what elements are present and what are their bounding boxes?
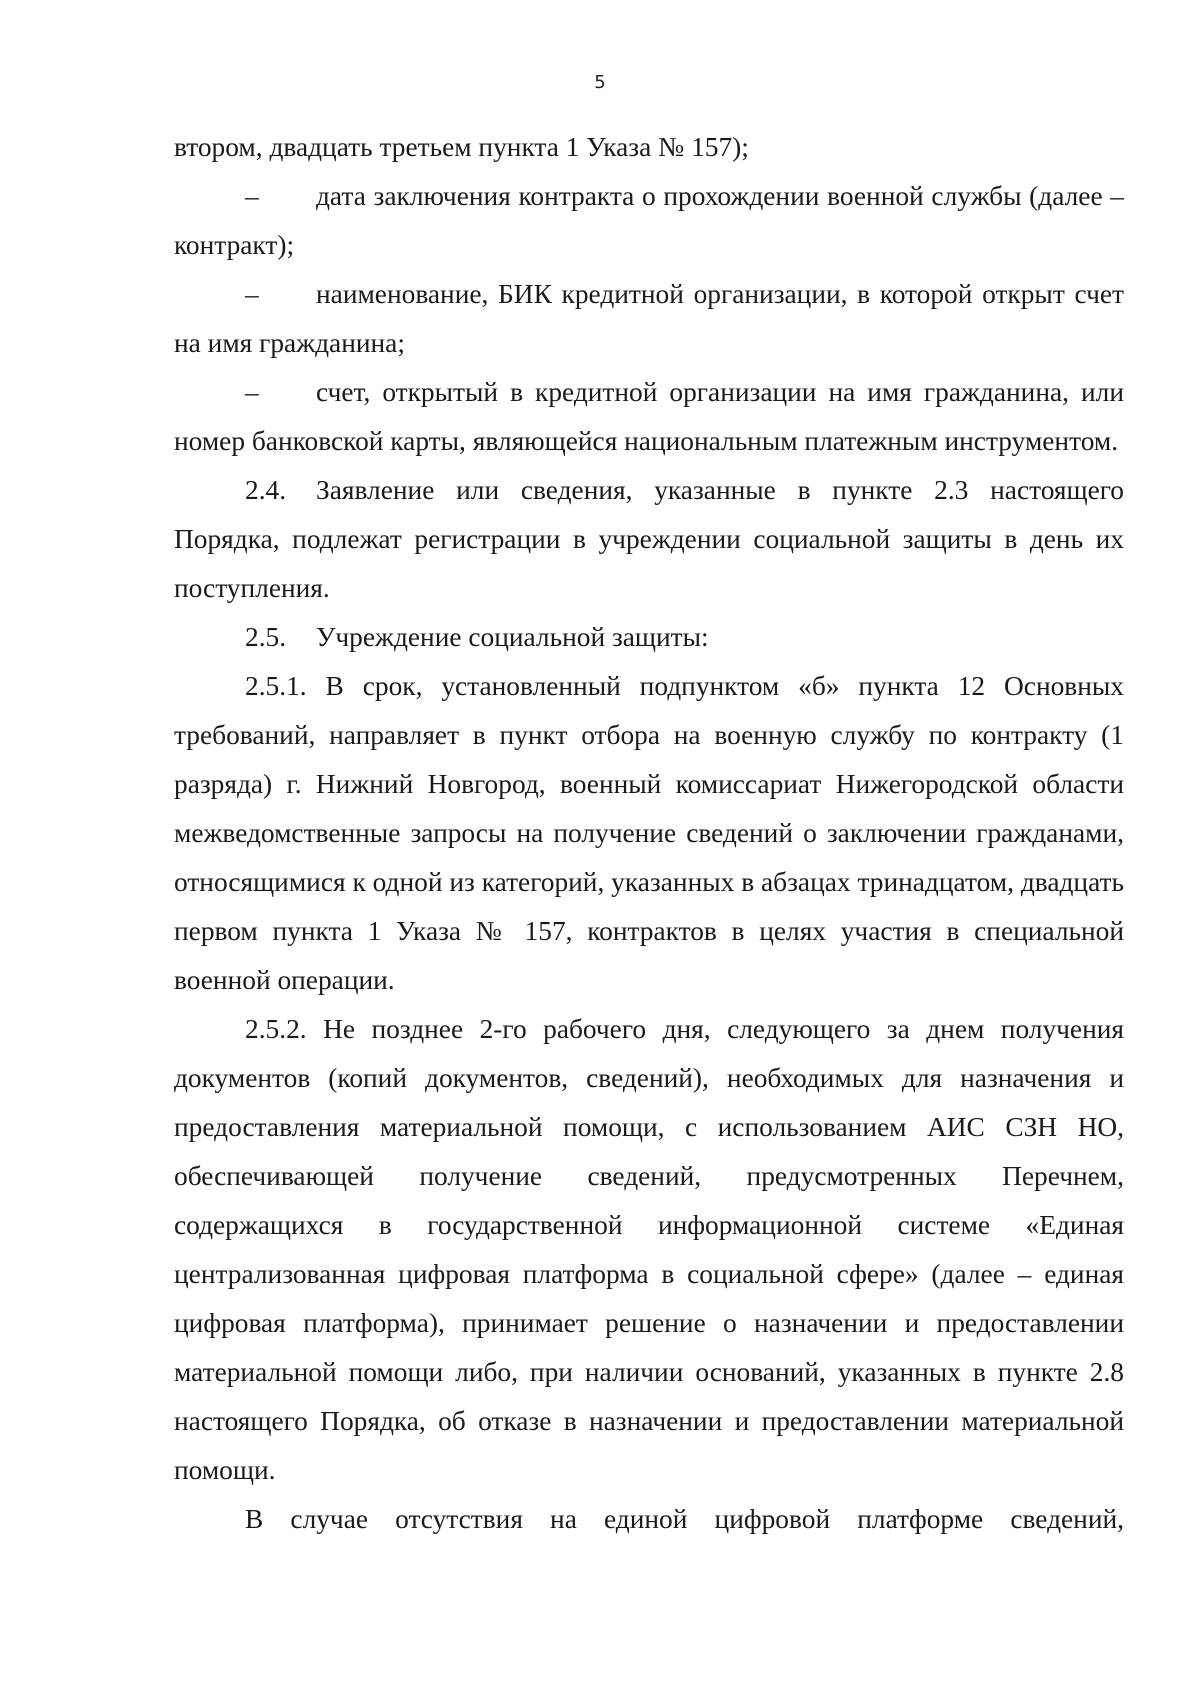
clause-2-5-1: 2.5.1. В срок, установленный подпунктом «б» пункта 12 Основных требований, направляет в пункт отбора на военную службу по контракту (1 разряда) г. Нижний Новгород, военный комиссариат Нижегородской области межведомственные запросы на получение сведений о заключении гражданами, относящимися к одной из категорий, указанных в абзацах тринадцатом, двадцать первом пункта 1 Указа № 157, контрактов в целях участия в специальной военной операции. [174,671,1124,995]
list-dash: – [245,279,259,309]
list-dash: – [245,181,259,211]
document-body [174,123,1124,1544]
page-number: 5 [594,72,606,93]
clause-text: Учреждение социальной защиты: [316,622,709,652]
list-item-text: наименование, БИК кредитной организации, в которой открыт счет на имя гражданина; [174,279,1124,358]
clause-2-4 [174,466,1124,613]
paragraph-absence-case: В случае отсутствия на единой цифровой платформе сведений, [245,1504,1124,1534]
list-dash: – [245,377,259,407]
list-item-bank-name [174,270,1124,368]
clause-number: 2.4. [245,475,287,505]
clause-2-5 [174,613,1124,662]
clause-2-5-2: 2.5.2. Не позднее 2-го рабочего дня, следующего за днем получения документов (копий документов, сведений), необходимых для назначения и предоставления материальной помощи, с использованием АИС СЗН НО, обеспечивающей получение сведений, предусмотренных Перечнем, содержащихся в государственной информационной системе «Единая централизованная цифровая платформа в социальной сфере» (далее – единая цифровая платформа), принимает решение о назначении и предоставлении материальной помощи либо, при наличии оснований, указанных в пункте 2.8 настоящего Порядка, об отказе в назначении и предоставлении материальной помощи. [174,1014,1124,1485]
list-item-contract-date [174,172,1124,270]
list-item-bank-account [174,368,1124,466]
clause-text: Заявление или сведения, указанные в пункте 2.3 настоящего Порядка, подлежат регистрации в учреждении социальной защиты в день их поступления. [174,475,1124,603]
list-item-text: дата заключения контракта о прохождении военной службы (далее – контракт); [174,181,1124,260]
clause-number: 2.5. [245,622,287,652]
paragraph-continuation: втором, двадцать третьем пункта 1 Указа № 157); [174,132,749,162]
list-item-text: счет, открытый в кредитной организации на имя гражданина, или номер банковской карты, являющейся национальным платежным инструментом. [174,377,1124,456]
